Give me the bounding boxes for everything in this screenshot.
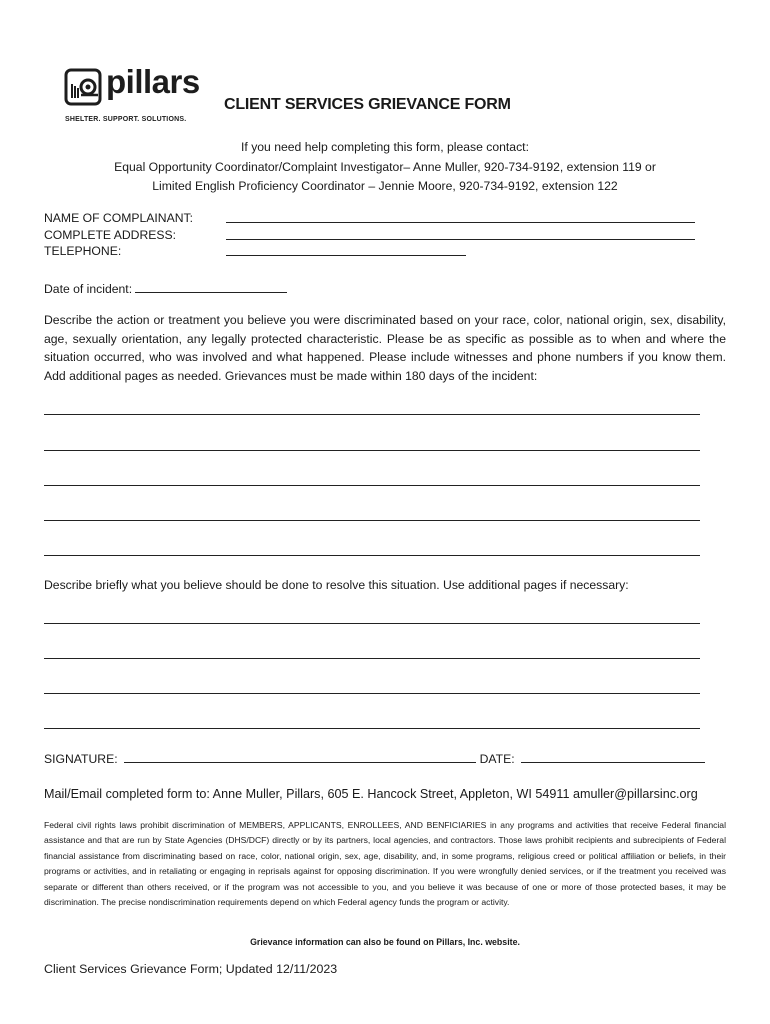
contact-info	[44, 138, 726, 197]
description-line-1[interactable]	[44, 414, 700, 415]
form-title: CLIENT SERVICES GRIEVANCE FORM	[224, 96, 511, 113]
telephone-field[interactable]	[226, 255, 466, 256]
date-of-incident-field[interactable]	[135, 281, 287, 293]
resolution-line-2[interactable]	[44, 658, 700, 659]
address-row	[44, 227, 744, 244]
resolution-line-1[interactable]	[44, 623, 700, 624]
description-line-4[interactable]	[44, 520, 700, 521]
name-row	[44, 210, 744, 227]
date-of-incident	[44, 281, 287, 296]
complainant-fields	[44, 210, 744, 260]
telephone-label: TELEPHONE:	[44, 244, 122, 258]
signature-label: SIGNATURE:	[44, 752, 118, 766]
contact-eo-coordinator: Equal Opportunity Coordinator/Complaint Investigator– Anne Muller, 920-734-9192, extension 119 or	[114, 159, 656, 174]
address-label: COMPLETE ADDRESS:	[44, 227, 177, 242]
logo-wordmark: pillars	[106, 63, 200, 100]
contact-lep-coordinator: Limited English Proficiency Coordinator – Jennie Moore, 920-734-9192, extension 122	[152, 179, 618, 193]
name-label: NAME OF COMPLAINANT:	[44, 211, 193, 225]
form-footer: Client Services Grievance Form; Updated 12/11/2023	[44, 962, 338, 976]
resolve-instructions: Describe briefly what you believe should be done to resolve this situation. Use additional pages if necessary:	[44, 578, 629, 592]
resolution-line-3[interactable]	[44, 693, 700, 694]
date-field[interactable]	[521, 751, 705, 763]
contact-intro: If you need help completing this form, please contact:	[241, 140, 529, 154]
description-line-2[interactable]	[44, 450, 700, 451]
date-label: DATE:	[479, 752, 515, 766]
name-field[interactable]	[226, 222, 695, 223]
address-field[interactable]	[226, 239, 695, 240]
signature-row	[44, 751, 705, 766]
logo-tagline: SHELTER. SUPPORT. SOLUTIONS.	[65, 116, 187, 123]
signature-field[interactable]	[124, 751, 476, 763]
pillars-logo-icon	[64, 68, 102, 106]
date-of-incident-label: Date of incident:	[44, 282, 133, 296]
description-line-3[interactable]	[44, 485, 700, 486]
telephone-row	[44, 243, 744, 260]
nondiscrimination-notice: Federal civil rights laws prohibit discrimination of MEMBERS, APPLICANTS, ENROLLEES, AND BENFICIARIES in any programs and activities that receive Federal financial assistance and that are run by State Agencies (DHS/DCF) directly or by its partners, local agencies, and contractors. Those laws prohibit recipients and subrecipients of Federal financial assistance from discriminating based on race, color, national origin, sex, age, disability, and, in some programs, religious creed or political affiliation or beliefs, in their programs or activities, and in retaliating or engaging in reprisals against for opposing discrimination. If you were wrongfully denied services, or if the treatment you received was separate or different than others received, or if the program was not accessible to you, and you believe it was because of one or more of those protected bases, it may be discrimination. The precise nondiscrimination requirements depend on which Federal agency funds the program or activity.	[44, 820, 726, 908]
resolution-line-4[interactable]	[44, 728, 700, 729]
mail-instructions: Mail/Email completed form to: Anne Muller, Pillars, 605 E. Hancock Street, Appleton, WI 54911 amuller@pillarsinc.org	[44, 787, 698, 801]
description-line-5[interactable]	[44, 555, 700, 556]
describe-instructions: Describe the action or treatment you believe you were discriminated based on your race, color, national origin, sex, disability, age, sexually orientation, any legally protected characteristic. Please be as specific as possible as to when and where the situation occurred, who was involved and what happened. Please include witnesses and phone numbers if you know them. Add additional pages as needed. Grievances must be made within 180 days of the incident:	[44, 313, 726, 383]
pillars-logo	[64, 63, 204, 126]
website-info: Grievance information can also be found on Pillars, Inc. website.	[250, 937, 520, 947]
